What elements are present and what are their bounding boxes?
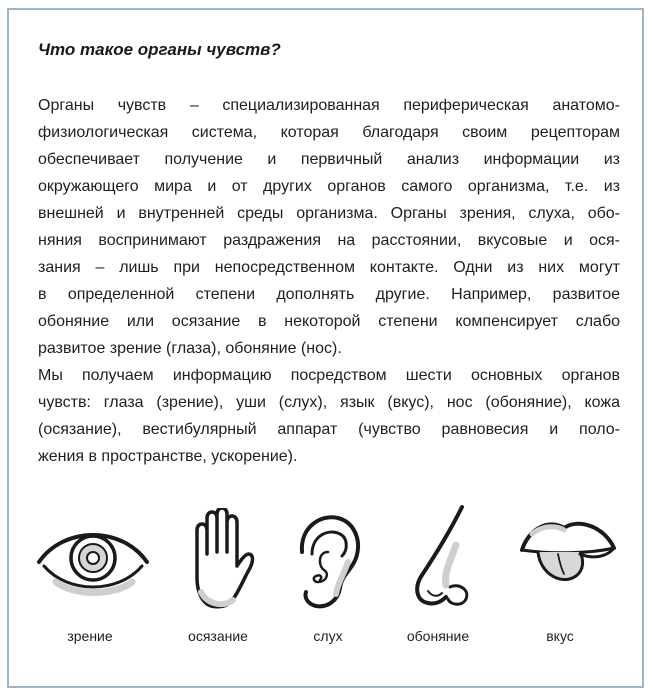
hand-icon [183,508,255,612]
caption-smell: обоняние [406,628,470,644]
paragraph-line: зания – лишь при непосредственном контакте. Одни из них могут [38,259,620,276]
paragraph-line: окружающего мира и от других органов самого организма, т.е. из [38,178,620,195]
paragraph-line: няния воспринимают раздражения на расстоянии, вкусовые и ося- [38,232,620,249]
eye-icon [34,520,152,600]
paragraph-line: физиологическая система, которая благодаря своим рецепторам [38,124,620,141]
paragraph-line: обеспечивает получение и первичный анализ информации из [38,151,620,168]
paragraph-line: внешней и внутренней среды организма. Органы зрения, слуха, обо- [38,205,620,222]
paragraph-line: Мы получаем информацию посредством шести основных органов [38,367,620,384]
ear-icon [292,512,364,612]
mouth-icon [518,514,618,604]
paragraph-line: (осязание), вестибулярный аппарат (чувство равновесия и поло- [38,421,620,438]
nose-icon [400,505,480,615]
caption-hearing: слух [313,628,343,644]
paragraph-line: обоняние или осязание в некоторой степени компенсирует слабо [38,313,620,330]
caption-taste: вкус [546,628,574,644]
caption-vision: зрение [67,628,113,644]
caption-touch: осязание [188,628,248,644]
paragraph-line: жения в пространстве, ускорение). [38,448,298,465]
paragraph-line: Органы чувств – специализированная периферическая анатомо- [38,97,620,114]
document-title: Что такое органы чувств? [38,40,281,59]
paragraph-line: чувств: глаза (зрение), уши (слух), язык (вкус), нос (обоняние), кожа [38,394,620,411]
paragraph-line: развитое зрение (глаза), обоняние (нос). [38,340,342,357]
paragraph-line: в определенной степени дополнять другие. Например, развитое [38,286,620,303]
